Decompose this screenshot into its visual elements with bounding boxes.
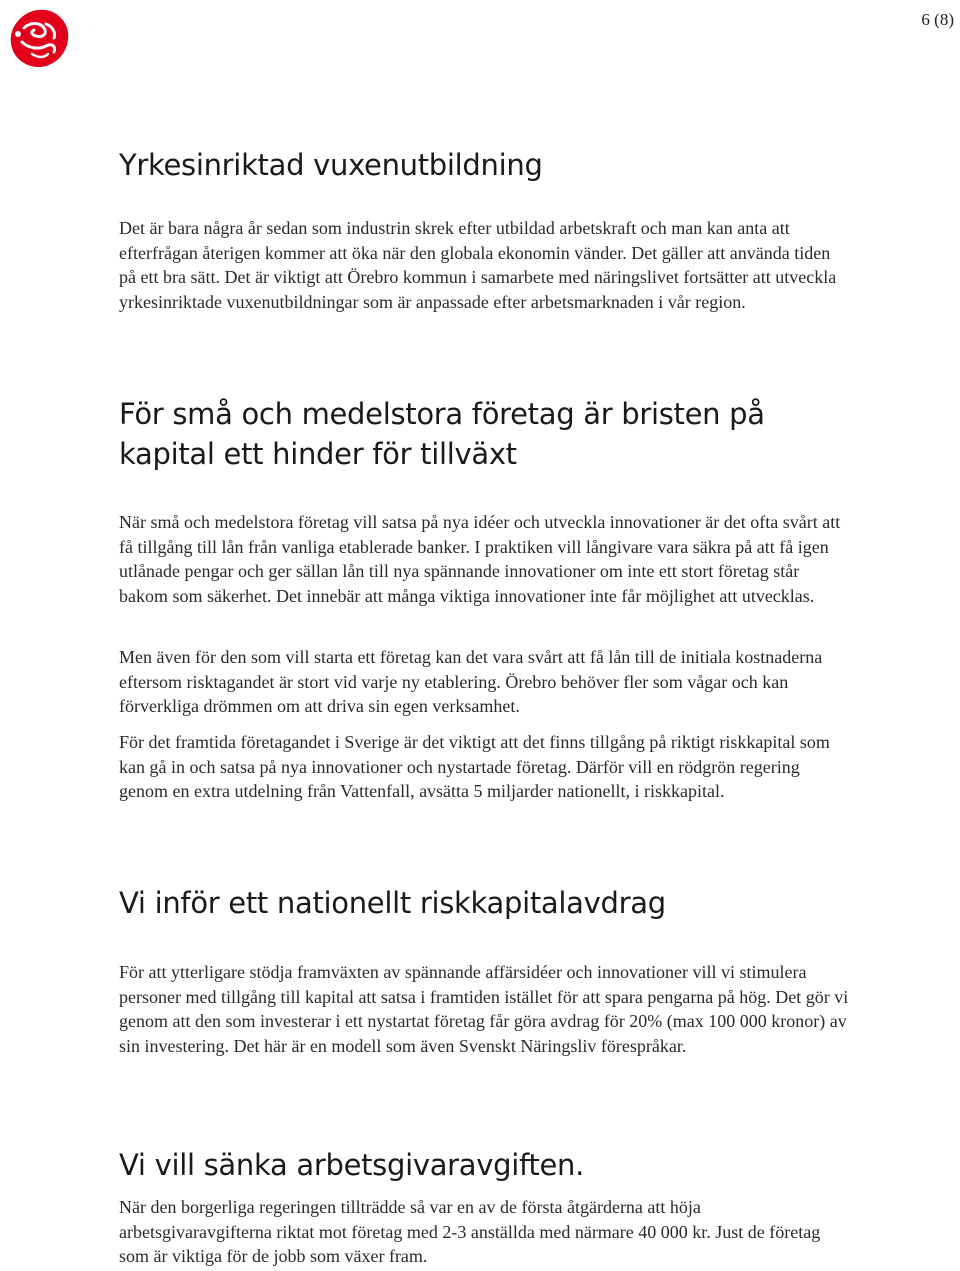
paragraph: För att ytterligare stödja framväxten av spännande affärsidéer och innovationer vill vi stimulera personer med tillgång till kapital att satsa i framtiden istället för att spara pengarna på hög. Det gör vi genom att den som investerar i ett nystartat företag får göra avdrag för 20% (max 100 000 kronor) av sin investering. Det här är en modell som även Svenskt Näringsliv förespråkar. bbox=[119, 962, 849, 1056]
section-title: För små och medelstora företag är bristen på kapital ett hinder för tillväxt bbox=[119, 397, 765, 471]
rose-logo-icon bbox=[4, 4, 74, 74]
page-number: 6 (8) bbox=[921, 10, 954, 29]
paragraph: Men även för den som vill starta ett företag kan det vara svårt att få lån till de initiala kostnaderna eftersom risktagandet är stort vid varje ny etablering. Örebro behöver fler som vågar och kan förverkliga drömmen om att driva sin egen verksamhet. bbox=[119, 647, 823, 716]
paragraph: Det är bara några år sedan som industrin skrek efter utbildad arbetskraft och man kan anta att efterfrågan återigen kommer att öka när den globala ekonomin vänder. Det gäller att använda tiden på ett bra sätt. Det är viktigt att Örebro kommun i samarbete med näringslivet fortsätter att utveckla yrkesinriktade vuxenutbildningar som är anpassade efter arbetsmarknaden i vår region. bbox=[119, 218, 837, 312]
section-title: Yrkesinriktad vuxenutbildning bbox=[119, 148, 543, 182]
paragraph: För det framtida företagandet i Sverige är det viktigt att det finns tillgång på riktigt riskkapital som kan gå in och satsa på nya innovationer och nystartade företag. Därför vill en rödgrön regering genom en extra utdelning från Vattenfall, avsätta 5 miljarder nationellt, i riskkapital. bbox=[119, 732, 830, 801]
section-title: Vi inför ett nationellt riskkapitalavdrag bbox=[119, 886, 666, 920]
paragraph: När den borgerliga regeringen tillträdde så var en av de första åtgärderna att höja arbetsgivaravgifterna riktat mot företag med 2-3 anställda med närmare 40 000 kr. Just de företag som är viktiga för de jobb som växer fram. bbox=[119, 1197, 821, 1266]
paragraph: När små och medelstora företag vill satsa på nya idéer och utveckla innovationer är det ofta svårt att få tillgång till lån från vanliga etablerade banker. I praktiken vill långivare vara säkra på att få igen utlånade pengar och ger sällan lån till nya spännande innovationer om inte ett stort företag står bakom som säkerhet. Det innebär att många viktiga innovationer inte får möjlighet att utvecklas. bbox=[119, 512, 841, 606]
section-title: Vi vill sänka arbetsgivaravgiften. bbox=[119, 1148, 585, 1182]
